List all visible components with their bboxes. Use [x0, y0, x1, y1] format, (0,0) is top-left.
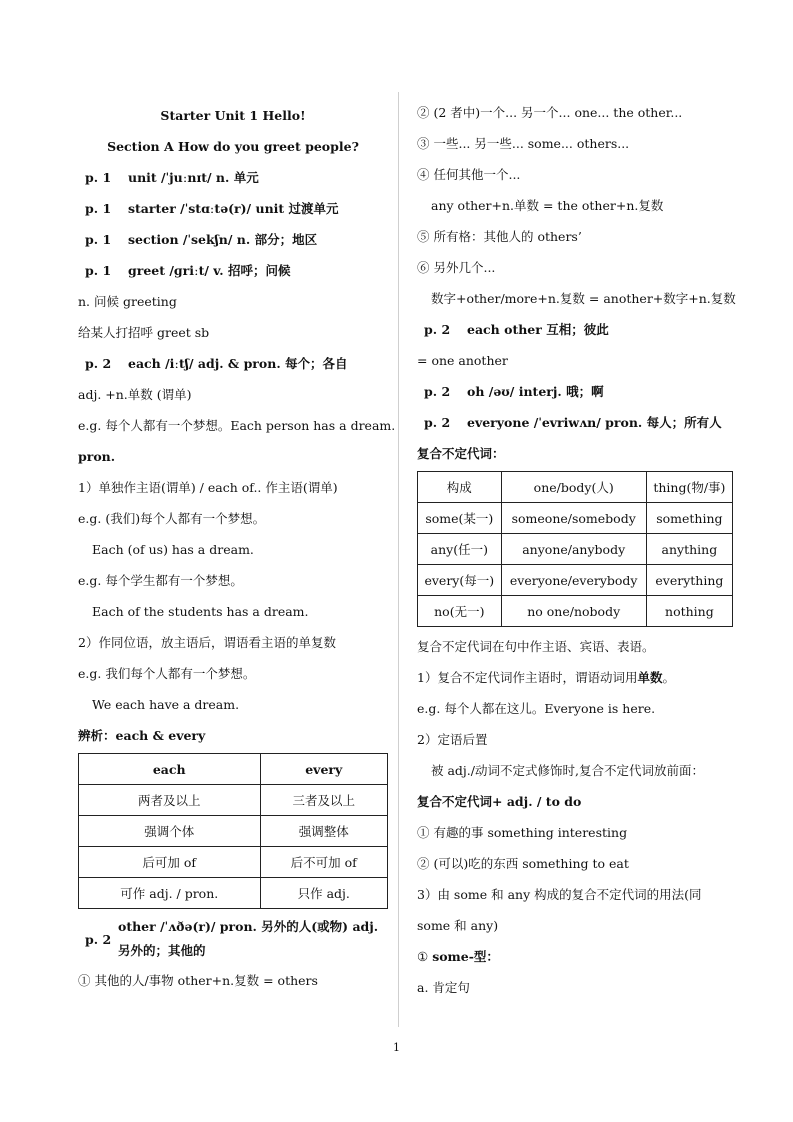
table-row [418, 565, 733, 596]
vocab-word: section /ˈsekʃn/ n. 部分；地区 [128, 232, 318, 247]
table-header-row [79, 754, 388, 785]
rule-line: 2）作同位语，放主语后，谓语看主语的单复数 [78, 635, 336, 650]
table-cell: everything [646, 565, 732, 596]
vocab-entry [78, 224, 388, 255]
rule-line: 2）定语后置 [417, 732, 488, 747]
note-line: 给某人打招呼 greet sb [78, 325, 210, 340]
table-cell: anyone/anybody [501, 534, 646, 565]
vocab-word: unit /ˈjuːnɪt/ n. 单元 [128, 170, 259, 185]
compare-heading [78, 720, 388, 751]
table-row [79, 847, 388, 878]
page-ref: p. 2 [85, 931, 112, 947]
example-line: e.g. (我们)每个人都有一个梦想。 [78, 511, 266, 526]
table-cell: 可作 adj. / pron. [79, 878, 261, 909]
table-cell: any(任一) [418, 534, 502, 565]
example-line: e.g. 每个人都有一个梦想。Each person has a dream. [78, 418, 396, 433]
table-row [418, 534, 733, 565]
table-cell: every(每一) [418, 565, 502, 596]
page-ref: p. 2 [424, 415, 451, 430]
vocab-word: each other 互相；彼此 [467, 322, 609, 337]
compare-title: each & every [115, 728, 206, 743]
table-cell: 强调个体 [79, 816, 261, 847]
table-cell: someone/somebody [501, 503, 646, 534]
example-line: e.g. 每个人都在这儿。Everyone is here. [417, 701, 656, 716]
table-header-cell: one/body(人) [501, 472, 646, 503]
table-cell: 强调整体 [260, 816, 388, 847]
vocab-word: each /iːtʃ/ adj. & pron. 每个；各自 [128, 356, 348, 371]
rule-emphasis: 单数 [637, 670, 663, 685]
table-cell: no one/nobody [501, 596, 646, 627]
vocab-entry [417, 376, 733, 407]
vocab-word: everyone /ˈevriwʌn/ pron. 每人；所有人 [467, 415, 722, 430]
table-header-cell: each [79, 754, 261, 785]
vocab-word: oh /əʊ/ interj. 哦；啊 [467, 384, 604, 399]
vocab-entry [78, 193, 388, 224]
formula-line: 复合不定代词+ adj. / to do [417, 794, 582, 809]
example-line: Each (of us) has a dream. [92, 542, 254, 557]
rule-line: 3）由 some 和 any 构成的复合不定代词的用法(同 [417, 887, 702, 902]
example-line: We each have a dream. [92, 697, 240, 712]
vocab-entry [78, 348, 388, 379]
table-row [418, 503, 733, 534]
page-ref: p. 2 [85, 356, 112, 371]
vocab-entry [78, 913, 388, 965]
left-column [78, 100, 396, 996]
note-line: = one another [417, 353, 508, 368]
note-heading: pron. [78, 449, 116, 464]
note-line: adj. +n.单数 (谓单) [78, 387, 192, 402]
rule-line: 1）单独作主语(谓单) / each of.. 作主语(谓单) [78, 480, 338, 495]
example-line: ① 有趣的事 something interesting [417, 825, 628, 840]
table-cell: some(某一) [418, 503, 502, 534]
vocab-entry [78, 162, 388, 193]
table-cell: 后不可加 of [260, 847, 388, 878]
usage-line: ⑤ 所有格：其他人的 others’ [417, 229, 582, 244]
rule-line [417, 662, 733, 693]
note-line: 复合不定代词在句中作主语、宾语、表语。 [417, 639, 655, 654]
page-ref: p. 2 [424, 322, 451, 337]
usage-line: ③ 一些... 另一些... some... others... [417, 136, 630, 151]
usage-line: ⑥ 另外几个... [417, 260, 496, 275]
page-ref: p. 1 [85, 263, 112, 278]
table-header-cell: thing(物/事) [646, 472, 732, 503]
vocab-word: greet /ɡriːt/ v. 招呼；问候 [128, 263, 291, 278]
example-line: ② (可以)吃的东西 something to eat [417, 856, 629, 871]
subheading-line [417, 941, 733, 972]
table-cell: 后可加 of [79, 847, 261, 878]
right-column [417, 97, 736, 1003]
vocab-entry [78, 255, 388, 286]
example-line: e.g. 每个学生都有一个梦想。 [78, 573, 243, 588]
table-cell: 三者及以上 [260, 785, 388, 816]
unit-title: Starter Unit 1 Hello! [160, 108, 306, 123]
table-row [79, 785, 388, 816]
page-ref: p. 1 [85, 201, 112, 216]
subheading-number: ① [417, 949, 433, 964]
table-cell: something [646, 503, 732, 534]
table-row [79, 816, 388, 847]
example-line: Each of the students has a dream. [92, 604, 309, 619]
vocab-entry [417, 407, 733, 438]
page-ref: p. 2 [424, 384, 451, 399]
rule-text: 。 [662, 670, 675, 685]
example-line: e.g. 我们每个人都有一个梦想。 [78, 666, 256, 681]
rule-text: 1）复合不定代词作主语时，谓语动词用 [417, 670, 638, 685]
table-row [79, 878, 388, 909]
page-number: 1 [393, 1041, 400, 1054]
table-cell: nothing [646, 596, 732, 627]
rule-line: some 和 any) [417, 918, 499, 933]
usage-line: ④ 任何其他一个... [417, 167, 521, 182]
section-title: Section A How do you greet people? [107, 139, 359, 154]
table-header-cell: every [260, 754, 388, 785]
usage-line: ① 其他的人/事物 other+n.复数 = others [78, 973, 318, 988]
usage-line: ② (2 者中)一个... 另一个... one... the other... [417, 105, 683, 120]
table-row [418, 596, 733, 627]
page-ref: p. 1 [85, 232, 112, 247]
vocab-word: other /ˈʌðə(r)/ pron. 另外的人(或物) adj. 另外的；其他的 [117, 919, 379, 958]
vocab-word: starter /ˈstɑːtə(r)/ unit 过渡单元 [128, 201, 339, 216]
note-line: n. 问候 greeting [78, 294, 177, 309]
rule-detail: 被 adj./动词不定式修饰时,复合不定代词放前面： [431, 763, 704, 778]
usage-detail: any other+n.单数 = the other+n.复数 [431, 198, 664, 213]
vocab-entry [417, 314, 733, 345]
each-every-table [78, 753, 388, 909]
table-header-cell: 构成 [418, 472, 502, 503]
page-ref: p. 1 [85, 170, 112, 185]
table-header-row [418, 472, 733, 503]
table-cell: everyone/everybody [501, 565, 646, 596]
table-cell: anything [646, 534, 732, 565]
table-cell: no(无一) [418, 596, 502, 627]
subheading-text: some-型： [432, 949, 499, 964]
usage-detail: 数字+other/more+n.复数 = another+数字+n.复数 [431, 291, 736, 306]
compound-heading: 复合不定代词： [417, 446, 505, 461]
compound-pronoun-table [417, 471, 733, 627]
compare-label: 辨析： [78, 728, 116, 743]
table-cell: 两者及以上 [79, 785, 261, 816]
column-divider [398, 92, 399, 1027]
table-cell: 只作 adj. [260, 878, 388, 909]
note-line: a. 肯定句 [417, 980, 470, 995]
